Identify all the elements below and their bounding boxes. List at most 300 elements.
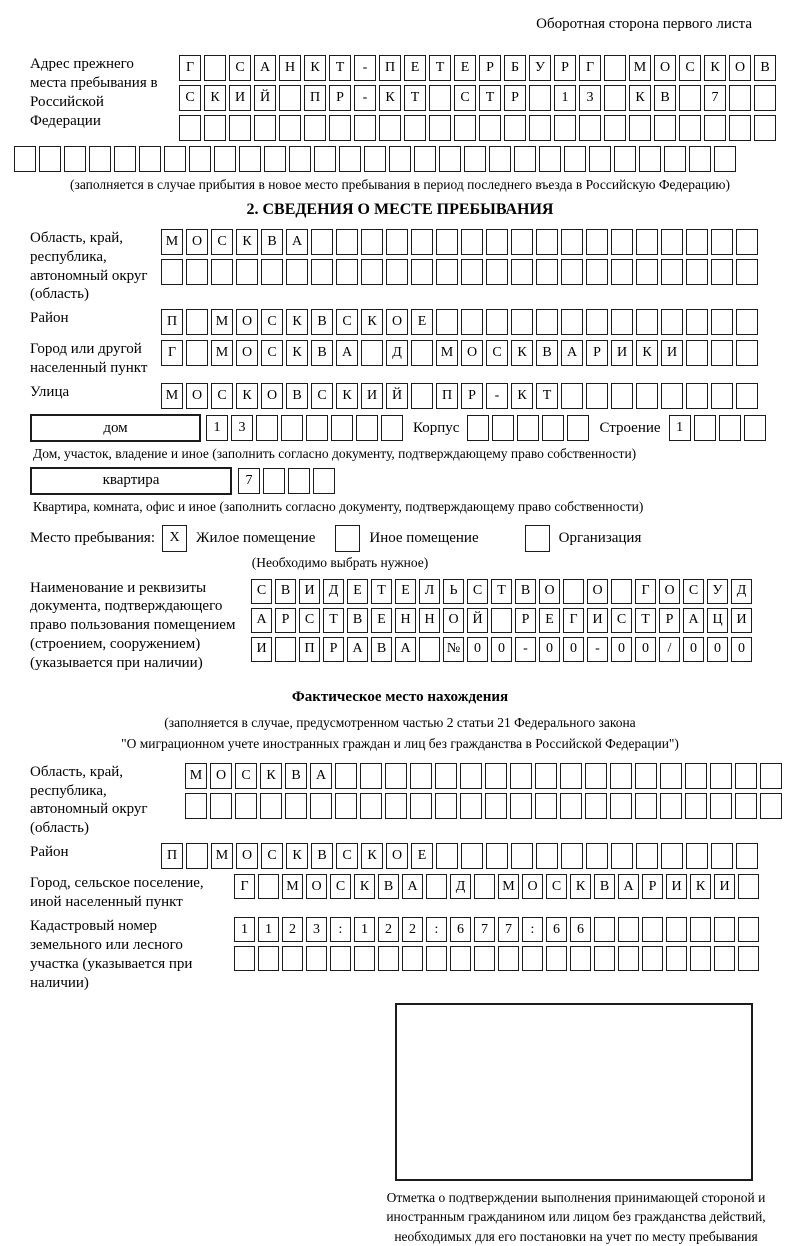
- char-cell: М: [211, 843, 233, 869]
- char-cell: [522, 946, 543, 971]
- char-cell: [535, 763, 557, 789]
- char-cell: [385, 763, 407, 789]
- fact-raion-block: [30, 843, 800, 869]
- char-cell: [485, 793, 507, 819]
- char-cell: [711, 383, 733, 409]
- char-cell: С: [486, 340, 508, 366]
- char-cell: П: [161, 843, 183, 869]
- char-cell: [186, 843, 208, 869]
- char-cell: 1: [669, 415, 691, 441]
- ulitsa-label: Улица: [30, 384, 70, 401]
- char-cell: [585, 763, 607, 789]
- char-cell: Ь: [443, 579, 464, 604]
- dom-caption: Дом, участок, владение и иное (заполнить согласно документу, подтверждающему право собственности): [33, 446, 637, 462]
- char-cell: 0: [611, 637, 632, 662]
- char-cell: [204, 55, 226, 81]
- checkbox-inoe-pomeshchenie: [335, 525, 360, 552]
- char-row-kadastr-1: [234, 917, 759, 942]
- char-cell: [436, 309, 458, 335]
- char-cell: [329, 115, 351, 141]
- char-cell: В: [261, 229, 283, 255]
- char-cell: [666, 917, 687, 942]
- korpus-label: Корпус: [413, 419, 460, 436]
- char-cell: [604, 55, 626, 81]
- char-cell: [554, 115, 576, 141]
- char-cell: [654, 115, 676, 141]
- char-cell: И: [251, 637, 272, 662]
- char-cell: [435, 793, 457, 819]
- char-cell: Т: [479, 85, 501, 111]
- char-cell: [313, 468, 335, 494]
- char-cell: Л: [419, 579, 440, 604]
- char-cell: [286, 259, 308, 285]
- char-cell: П: [299, 637, 320, 662]
- char-cell: В: [311, 340, 333, 366]
- char-cell: [586, 383, 608, 409]
- char-cell: [635, 763, 657, 789]
- char-cell: [354, 946, 375, 971]
- char-cell: С: [330, 874, 351, 899]
- char-cell: А: [395, 637, 416, 662]
- char-cell: [604, 85, 626, 111]
- char-cell: И: [587, 608, 608, 633]
- char-cell: [729, 115, 751, 141]
- char-cell: [510, 793, 532, 819]
- char-cell: Р: [275, 608, 296, 633]
- char-cell: [611, 259, 633, 285]
- char-cell: 1: [234, 917, 255, 942]
- char-cell: В: [285, 763, 307, 789]
- char-cell: Р: [515, 608, 536, 633]
- char-cell: [379, 115, 401, 141]
- option-zhiloe-label: Жилое помещение: [196, 529, 316, 546]
- char-cell: [760, 763, 782, 789]
- char-cell: В: [515, 579, 536, 604]
- char-cell: О: [236, 843, 258, 869]
- char-cell: [636, 229, 658, 255]
- char-cell: Г: [579, 55, 601, 81]
- char-cell: Р: [586, 340, 608, 366]
- document-label: Наименование и реквизиты документа, подтверждающего право пользования помещением (строением, сооружением) (указывается при наличии): [30, 579, 236, 672]
- char-row-fact-oblast-1: [185, 763, 782, 789]
- char-row-oblast-1: [161, 229, 758, 255]
- char-cell: Й: [467, 608, 488, 633]
- char-cell: [585, 793, 607, 819]
- oblast-block: [30, 229, 800, 305]
- char-cell: В: [311, 843, 333, 869]
- char-cell: [330, 946, 351, 971]
- char-cell: К: [286, 843, 308, 869]
- char-cell: [429, 85, 451, 111]
- char-cell: [738, 874, 759, 899]
- char-cell: С: [467, 579, 488, 604]
- char-cell: Е: [371, 608, 392, 633]
- char-cell: В: [371, 637, 392, 662]
- fact-gorod-block: [30, 874, 800, 912]
- char-cell: [486, 229, 508, 255]
- char-cell: М: [282, 874, 303, 899]
- char-cell: [491, 608, 512, 633]
- char-cell: 2: [378, 917, 399, 942]
- char-cell: [661, 259, 683, 285]
- char-cell: [735, 793, 757, 819]
- char-cell: К: [629, 85, 651, 111]
- char-cell: С: [261, 843, 283, 869]
- char-cell: 0: [467, 637, 488, 662]
- char-cell: В: [536, 340, 558, 366]
- char-cell: [689, 146, 711, 172]
- char-cell: О: [729, 55, 751, 81]
- char-cell: №: [443, 637, 464, 662]
- char-cell: [546, 946, 567, 971]
- char-cell: [610, 793, 632, 819]
- char-cell: [288, 468, 310, 494]
- char-cell: Т: [329, 55, 351, 81]
- char-cell: 0: [683, 637, 704, 662]
- char-cell: [279, 85, 301, 111]
- char-cell: И: [361, 383, 383, 409]
- char-row-gorod: [161, 340, 758, 366]
- char-cell: В: [311, 309, 333, 335]
- char-cell: [14, 146, 36, 172]
- char-cell: [335, 763, 357, 789]
- char-cell: [304, 115, 326, 141]
- char-cell: К: [511, 383, 533, 409]
- char-cell: У: [529, 55, 551, 81]
- char-cell: О: [587, 579, 608, 604]
- char-cell: К: [286, 309, 308, 335]
- char-cell: [561, 383, 583, 409]
- char-cell: [611, 383, 633, 409]
- char-cell: /: [659, 637, 680, 662]
- char-cell: С: [229, 55, 251, 81]
- char-cell: У: [707, 579, 728, 604]
- char-cell: К: [260, 763, 282, 789]
- char-cell: [561, 309, 583, 335]
- char-cell: [636, 259, 658, 285]
- char-cell: А: [618, 874, 639, 899]
- char-cell: В: [754, 55, 776, 81]
- char-cell: Д: [386, 340, 408, 366]
- char-cell: К: [704, 55, 726, 81]
- char-cell: [510, 763, 532, 789]
- char-cell: [164, 146, 186, 172]
- char-cell: [378, 946, 399, 971]
- char-row-prev-address-4: [14, 146, 800, 172]
- char-cell: [204, 115, 226, 141]
- char-cell: 2: [282, 917, 303, 942]
- char-cell: Б: [504, 55, 526, 81]
- char-cell: [686, 229, 708, 255]
- char-cell: [711, 843, 733, 869]
- char-cell: [229, 115, 251, 141]
- char-cell: 1: [258, 917, 279, 942]
- checkbox-zhiloe-pomeshchenie: X: [162, 525, 187, 552]
- char-cell: [729, 85, 751, 111]
- char-cell: О: [236, 340, 258, 366]
- char-cell: В: [347, 608, 368, 633]
- char-cell: Н: [279, 55, 301, 81]
- char-cell: :: [330, 917, 351, 942]
- char-cell: С: [251, 579, 272, 604]
- char-cell: [604, 115, 626, 141]
- char-cell: [402, 946, 423, 971]
- oblast-label: Область, край, республика, автономный округ (область): [30, 229, 148, 303]
- char-cell: Г: [179, 55, 201, 81]
- char-cell: Т: [429, 55, 451, 81]
- char-cell: [642, 946, 663, 971]
- char-cell: [410, 763, 432, 789]
- option-inoe-label: Иное помещение: [369, 529, 479, 546]
- char-cell: А: [561, 340, 583, 366]
- char-cell: [239, 146, 261, 172]
- char-cell: И: [666, 874, 687, 899]
- char-cell: [385, 793, 407, 819]
- char-cell: [511, 843, 533, 869]
- char-cell: [535, 793, 557, 819]
- char-cell: А: [347, 637, 368, 662]
- char-cell: 0: [491, 637, 512, 662]
- char-cell: И: [299, 579, 320, 604]
- char-cell: В: [594, 874, 615, 899]
- prev-address-rows: [179, 55, 776, 141]
- char-cell: К: [354, 874, 375, 899]
- char-cell: М: [436, 340, 458, 366]
- char-row-korpus: [467, 415, 589, 441]
- char-cell: [89, 146, 111, 172]
- char-cell: [361, 259, 383, 285]
- char-cell: [679, 85, 701, 111]
- char-cell: [561, 259, 583, 285]
- mesto-label: Место пребывания:: [30, 529, 155, 546]
- char-cell: [560, 763, 582, 789]
- char-cell: О: [443, 608, 464, 633]
- char-cell: [661, 309, 683, 335]
- char-cell: О: [659, 579, 680, 604]
- char-cell: [529, 85, 551, 111]
- char-cell: [711, 309, 733, 335]
- option-organizatsiya-label: Организация: [558, 529, 642, 546]
- char-cell: [511, 229, 533, 255]
- char-cell: 1: [554, 85, 576, 111]
- char-cell: О: [261, 383, 283, 409]
- char-cell: [486, 309, 508, 335]
- char-cell: О: [522, 874, 543, 899]
- char-cell: [611, 843, 633, 869]
- char-cell: [429, 115, 451, 141]
- char-cell: [686, 309, 708, 335]
- char-cell: [664, 146, 686, 172]
- char-cell: [754, 115, 776, 141]
- char-cell: [419, 637, 440, 662]
- char-cell: И: [714, 874, 735, 899]
- char-cell: Г: [563, 608, 584, 633]
- stroenie-label: Строение: [599, 419, 661, 436]
- raion-label: Район: [30, 310, 69, 327]
- char-cell: П: [161, 309, 183, 335]
- char-cell: С: [179, 85, 201, 111]
- char-cell: [310, 793, 332, 819]
- char-cell: М: [211, 309, 233, 335]
- char-cell: [536, 309, 558, 335]
- char-cell: К: [511, 340, 533, 366]
- char-cell: И: [731, 608, 752, 633]
- char-cell: [435, 763, 457, 789]
- char-cell: Г: [161, 340, 183, 366]
- char-cell: А: [251, 608, 272, 633]
- char-cell: [744, 415, 766, 441]
- char-cell: А: [402, 874, 423, 899]
- char-cell: [258, 874, 279, 899]
- char-cell: [467, 415, 489, 441]
- char-cell: [611, 309, 633, 335]
- fact-gorod-label: Город, сельское поселение, иной населенный пункт: [30, 875, 204, 911]
- char-cell: [660, 763, 682, 789]
- char-cell: Е: [404, 55, 426, 81]
- char-cell: [564, 146, 586, 172]
- char-cell: [611, 579, 632, 604]
- char-cell: Й: [386, 383, 408, 409]
- char-cell: [436, 259, 458, 285]
- char-cell: Д: [323, 579, 344, 604]
- char-cell: К: [379, 85, 401, 111]
- char-cell: [485, 763, 507, 789]
- char-cell: [450, 946, 471, 971]
- char-cell: 0: [707, 637, 728, 662]
- char-cell: Е: [347, 579, 368, 604]
- char-row-oblast-2: [161, 259, 758, 285]
- char-cell: Р: [323, 637, 344, 662]
- char-cell: [738, 917, 759, 942]
- char-cell: [404, 115, 426, 141]
- char-cell: Р: [554, 55, 576, 81]
- char-cell: В: [654, 85, 676, 111]
- char-cell: [261, 259, 283, 285]
- char-cell: [461, 229, 483, 255]
- char-cell: 0: [539, 637, 560, 662]
- char-cell: [161, 259, 183, 285]
- char-cell: [618, 946, 639, 971]
- dom-box: дом: [30, 414, 201, 442]
- char-cell: -: [486, 383, 508, 409]
- char-cell: [517, 415, 539, 441]
- char-cell: [492, 415, 514, 441]
- char-cell: [639, 146, 661, 172]
- char-cell: С: [611, 608, 632, 633]
- mesto-prebyvaniya-block: [30, 525, 800, 552]
- char-cell: А: [336, 340, 358, 366]
- char-cell: [561, 229, 583, 255]
- char-cell: 7: [498, 917, 519, 942]
- char-cell: [189, 146, 211, 172]
- stamp-box: [395, 1003, 753, 1181]
- char-cell: [738, 946, 759, 971]
- char-row-document-3: [251, 637, 752, 662]
- char-cell: П: [379, 55, 401, 81]
- char-row-prev-address-3: [179, 115, 776, 141]
- char-cell: -: [587, 637, 608, 662]
- char-cell: [736, 259, 758, 285]
- char-cell: [306, 415, 328, 441]
- char-cell: [414, 146, 436, 172]
- char-cell: [436, 229, 458, 255]
- char-cell: [498, 946, 519, 971]
- char-cell: [710, 793, 732, 819]
- fact-oblast-block: [30, 763, 800, 839]
- char-cell: Е: [411, 843, 433, 869]
- fact-section-title: Фактическое место нахождения: [291, 689, 509, 706]
- char-cell: [360, 763, 382, 789]
- char-cell: [436, 843, 458, 869]
- kadastr-rows: [234, 917, 759, 971]
- char-cell: О: [539, 579, 560, 604]
- char-cell: [567, 415, 589, 441]
- char-cell: [311, 259, 333, 285]
- prev-address-label: Адрес прежнего места пребывания в Российской Федерации: [30, 56, 158, 129]
- checkbox-organizatsiya: [525, 525, 550, 552]
- char-cell: [314, 146, 336, 172]
- char-cell: [185, 793, 207, 819]
- char-cell: [690, 917, 711, 942]
- dom-block: [30, 414, 800, 442]
- stamp-caption: Отметка о подтверждении выполнения принимающей стороной и иностранным гражданином или лицом без гражданства действий, необходимых для его постановки на учет по месту пребывания: [386, 1189, 766, 1244]
- char-cell: [356, 415, 378, 441]
- char-cell: Р: [504, 85, 526, 111]
- char-cell: Т: [491, 579, 512, 604]
- char-cell: [542, 415, 564, 441]
- char-cell: [426, 874, 447, 899]
- char-cell: 7: [704, 85, 726, 111]
- char-cell: М: [185, 763, 207, 789]
- kadastr-label: Кадастровый номер земельного или лесного участка (указывается при наличии): [30, 918, 193, 991]
- char-cell: В: [286, 383, 308, 409]
- char-cell: [486, 259, 508, 285]
- char-cell: О: [236, 309, 258, 335]
- fact-oblast-label: Область, край, республика, автономный округ (область): [30, 763, 148, 837]
- char-cell: О: [186, 383, 208, 409]
- char-cell: 0: [731, 637, 752, 662]
- char-cell: 6: [450, 917, 471, 942]
- char-cell: [711, 340, 733, 366]
- char-cell: [661, 383, 683, 409]
- kvartira-caption: Квартира, комната, офис и иное (заполнить согласно документу, подтверждающему право собственности): [33, 498, 644, 514]
- char-cell: [279, 115, 301, 141]
- kvartira-box: квартира: [30, 467, 232, 495]
- section2-title: 2. СВЕДЕНИЯ О МЕСТЕ ПРЕБЫВАНИЯ: [246, 200, 554, 218]
- char-cell: :: [426, 917, 447, 942]
- char-cell: А: [254, 55, 276, 81]
- char-cell: [489, 146, 511, 172]
- char-cell: [461, 259, 483, 285]
- char-cell: [594, 946, 615, 971]
- char-cell: [460, 763, 482, 789]
- char-cell: К: [336, 383, 358, 409]
- char-cell: [454, 115, 476, 141]
- char-cell: [536, 259, 558, 285]
- char-cell: С: [261, 309, 283, 335]
- char-cell: [254, 115, 276, 141]
- char-cell: А: [683, 608, 704, 633]
- char-row-document-1: [251, 579, 752, 604]
- char-cell: К: [236, 383, 258, 409]
- char-cell: 0: [563, 637, 584, 662]
- char-cell: О: [654, 55, 676, 81]
- char-cell: [704, 115, 726, 141]
- char-cell: [335, 793, 357, 819]
- char-cell: [461, 309, 483, 335]
- char-row-document-2: [251, 608, 752, 633]
- char-cell: [264, 146, 286, 172]
